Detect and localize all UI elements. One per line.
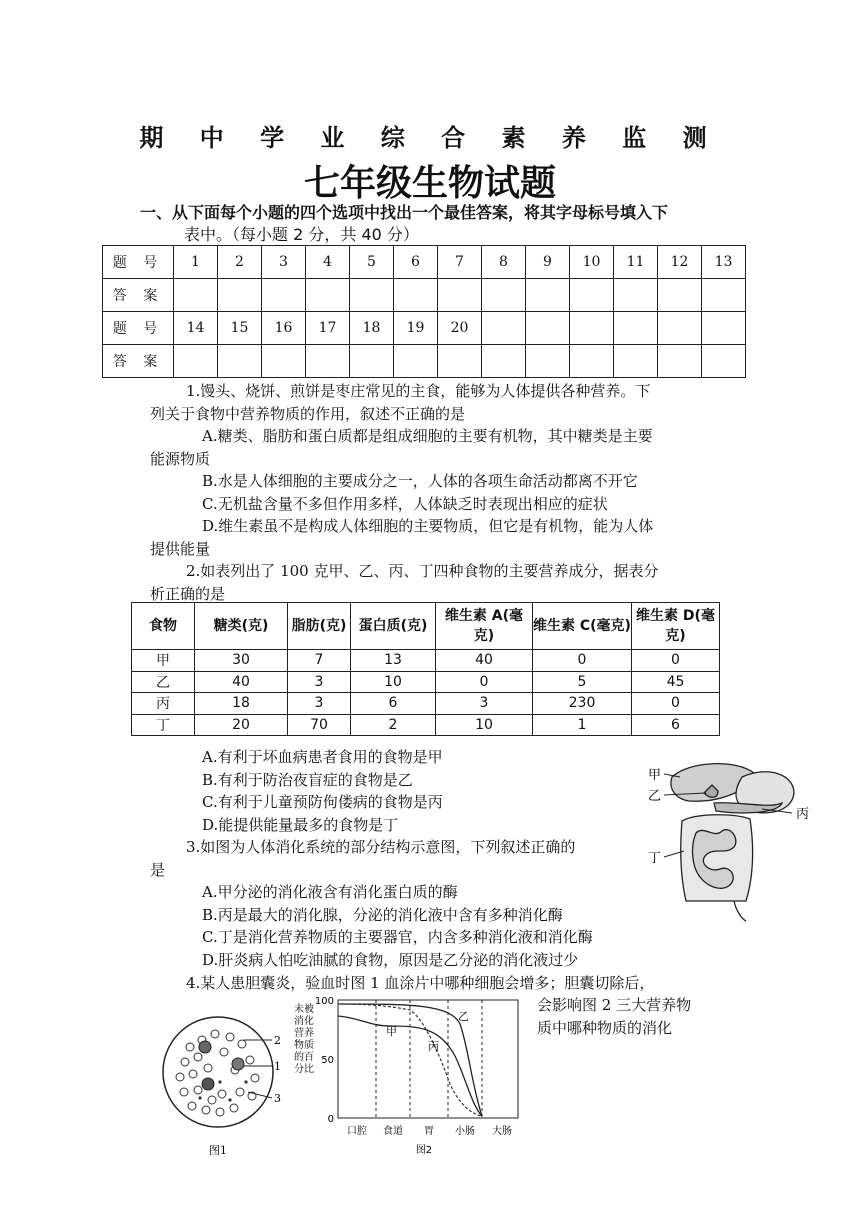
table-row [132, 650, 720, 672]
answer-table-answer-row [103, 345, 746, 378]
table-row [132, 693, 720, 715]
table-cell: 70 [288, 714, 351, 736]
xtick-large-intestine: 大肠 [492, 1126, 512, 1137]
answer-cell[interactable] [350, 279, 394, 312]
q4-stem-line1: 4.某人患胆囊炎，验血时图 1 血涂片中哪种细胞会增多；胆囊切除后， [186, 974, 655, 992]
table-cell: 40 [436, 650, 533, 672]
nutrition-table [131, 602, 720, 736]
answer-cell[interactable] [438, 279, 482, 312]
table-row [132, 671, 720, 693]
label-2: 2 [274, 1034, 281, 1047]
q2-option-b: B.有利于防治夜盲症的食物是乙 [202, 770, 413, 789]
question-2-stem [150, 560, 730, 605]
q2-option-a: A.有利于坏血病患者食用的食物是甲 [202, 748, 443, 766]
table-cell: 45 [632, 671, 720, 693]
answer-cell[interactable] [482, 279, 526, 312]
blood-smear-figure [160, 1012, 300, 1162]
label-yi: 乙 [648, 789, 662, 804]
question-3 [150, 836, 650, 971]
ylabel-line: 的百 [294, 1052, 314, 1063]
answer-cell[interactable] [614, 345, 658, 378]
table-cell: 6 [632, 714, 720, 736]
q2-option-c: C.有利于儿童预防佝偻病的食物是丙 [202, 793, 443, 811]
answer-cell[interactable] [350, 345, 394, 378]
chart-frame [338, 1000, 518, 1118]
question-number: 16 [262, 312, 306, 345]
xtick-small-intestine: 小肠 [455, 1126, 475, 1137]
smear-circle [163, 1017, 273, 1127]
table-cell: 乙 [132, 671, 195, 693]
label-jia: 甲 [648, 768, 662, 783]
q4-stem-line3: 质中哪种物质的消化 [537, 1018, 673, 1037]
label-3: 3 [274, 1092, 281, 1105]
table-cell: 10 [351, 671, 436, 693]
answer-cell[interactable] [526, 345, 570, 378]
answer-cell[interactable] [306, 279, 350, 312]
answer-cell[interactable] [570, 279, 614, 312]
section-instructions [140, 202, 730, 246]
table-cell: 13 [351, 650, 436, 672]
figure-1-caption: 图1 [209, 1144, 227, 1157]
question-number [658, 312, 702, 345]
header-cell: 脂肪(克) [288, 603, 351, 650]
table-cell: 丁 [132, 714, 195, 736]
table-cell: 1 [533, 714, 632, 736]
question-number: 20 [438, 312, 482, 345]
question-number: 13 [702, 246, 746, 279]
ytick-50: 50 [321, 1055, 334, 1066]
q1-option-d: D.维生素虽不是构成人体细胞的主要物质，但它是有机物，能为人体 [202, 517, 654, 535]
xtick-esophagus: 食道 [383, 1126, 403, 1137]
answer-cell[interactable] [614, 279, 658, 312]
table-cell: 0 [533, 650, 632, 672]
answer-cell[interactable] [482, 345, 526, 378]
answer-table-number-row [103, 246, 746, 279]
label-bing: 丙 [796, 807, 810, 822]
q2-option-d: D.能提供能量最多的食物是丁 [202, 815, 399, 834]
question-number: 18 [350, 312, 394, 345]
answer-cell[interactable] [394, 279, 438, 312]
question-number-label: 题 号 [103, 246, 174, 279]
figure-2-caption: 图2 [415, 1145, 433, 1156]
table-cell: 0 [436, 671, 533, 693]
table-cell: 丙 [132, 693, 195, 715]
table-cell: 3 [288, 693, 351, 715]
ylabel-line: 分比 [294, 1064, 314, 1075]
question-number: 9 [526, 246, 570, 279]
answer-cell[interactable] [394, 345, 438, 378]
answer-label: 答 案 [103, 345, 174, 378]
q1-option-a-cont: 能源物质 [150, 449, 211, 468]
exam-header: 期 中 学 业 综 合 素 养 监 测 [139, 123, 721, 152]
question-number: 6 [394, 246, 438, 279]
q2-stem-line2: 析正确的是 [150, 584, 226, 603]
table-cell: 230 [533, 693, 632, 715]
answer-cell[interactable] [658, 345, 702, 378]
question-number: 8 [482, 246, 526, 279]
curve-label-bing: 丙 [428, 1040, 439, 1053]
xtick-mouth: 口腔 [347, 1126, 367, 1137]
q4-stem-line2: 会影响图 2 三大营养物 [537, 996, 692, 1014]
page-title: 七年级生物试题 [303, 163, 556, 204]
answer-cell[interactable] [438, 345, 482, 378]
label-ding: 丁 [648, 851, 662, 866]
question-number: 4 [306, 246, 350, 279]
table-cell: 18 [195, 693, 288, 715]
table-cell: 3 [288, 671, 351, 693]
question-number: 12 [658, 246, 702, 279]
white-blood-cell [202, 1078, 214, 1090]
answer-table-number-row [103, 312, 746, 345]
white-blood-cell [232, 1058, 244, 1070]
table-cell: 5 [533, 671, 632, 693]
q1-option-d-cont: 提供能量 [150, 539, 211, 558]
label-1: 1 [274, 1060, 281, 1073]
question-number: 14 [174, 312, 218, 345]
question-number: 15 [218, 312, 262, 345]
table-cell: 3 [436, 693, 533, 715]
q3-option-d: D.肝炎病人怕吃油腻的食物，原因是乙分泌的消化液过少 [202, 950, 579, 969]
q1-stem-line2: 列关于食物中营养物质的作用，叙述不正确的是 [150, 404, 466, 423]
question-2-options [150, 746, 630, 836]
answer-cell[interactable] [218, 279, 262, 312]
header-cell: 蛋白质(克) [351, 603, 436, 650]
question-number [482, 312, 526, 345]
answer-cell[interactable] [570, 345, 614, 378]
answer-cell[interactable] [262, 345, 306, 378]
question-number [526, 312, 570, 345]
answer-cell[interactable] [174, 279, 218, 312]
question-number: 1 [174, 246, 218, 279]
question-4 [150, 972, 740, 995]
question-number: 2 [218, 246, 262, 279]
q3-option-c: C.丁是消化营养物质的主要器官，内含多种消化液和消化酶 [202, 928, 593, 946]
q1-option-a: A.糖类、脂肪和蛋白质都是组成细胞的主要有机物，其中糖类是主要 [202, 427, 653, 445]
header-cell: 维生素 A(毫克) [436, 603, 533, 650]
question-number: 19 [394, 312, 438, 345]
table-cell: 甲 [132, 650, 195, 672]
table-cell: 10 [436, 714, 533, 736]
q3-stem-line1: 3.如图为人体消化系统的部分结构示意图，下列叙述正确的 [186, 838, 576, 856]
ylabel-line: 营养 [294, 1028, 314, 1039]
q1-option-b: B.水是人体细胞的主要成分之一，人体的各项生命活动都离不开它 [202, 472, 638, 490]
question-number: 10 [570, 246, 614, 279]
answer-cell[interactable] [702, 345, 746, 378]
question-number [702, 312, 746, 345]
curve-label-yi: 乙 [458, 1010, 469, 1023]
question-number: 3 [262, 246, 306, 279]
question-number-label: 题 号 [103, 312, 174, 345]
answer-table [102, 245, 746, 378]
header-cell: 维生素 D(毫克) [632, 603, 720, 650]
table-cell: 40 [195, 671, 288, 693]
q1-option-c: C.无机盐含量不多但作用多样，人体缺乏时表现出相应的症状 [202, 494, 608, 513]
table-cell: 2 [351, 714, 436, 736]
xtick-stomach: 胃 [424, 1126, 434, 1137]
q1-stem-line1: 1.馒头、烧饼、煎饼是枣庄常见的主食，能够为人体提供各种营养。下 [186, 382, 651, 400]
curve-label-jia: 甲 [386, 1025, 397, 1038]
answer-cell[interactable] [218, 345, 262, 378]
ytick-0: 0 [327, 1114, 334, 1125]
nutrition-table-header [132, 603, 720, 650]
answer-label: 答 案 [103, 279, 174, 312]
question-number [614, 312, 658, 345]
answer-cell[interactable] [658, 279, 702, 312]
question-number: 17 [306, 312, 350, 345]
section-instructions-line2: 表中。（每小题 2 分，共 40 分） [184, 225, 419, 244]
answer-cell[interactable] [526, 279, 570, 312]
answer-cell[interactable] [306, 345, 350, 378]
header-cell: 食物 [132, 603, 195, 650]
ytick-100: 100 [314, 996, 334, 1007]
table-cell: 0 [632, 650, 720, 672]
answer-table-answer-row [103, 279, 746, 312]
q2-stem-line1: 2.如表列出了 100 克甲、乙、丙、丁四种食物的主要营养成分，据表分 [186, 562, 659, 580]
table-cell: 0 [632, 693, 720, 715]
answer-cell[interactable] [174, 345, 218, 378]
question-4-cont [537, 994, 737, 1039]
question-number: 5 [350, 246, 394, 279]
table-cell: 7 [288, 650, 351, 672]
ylabel-line: 未被 [294, 1004, 314, 1015]
section-instructions-line1: 一、从下面每个小题的四个选项中找出一个最佳答案，将其字母标号填入下 [140, 203, 669, 222]
header-cell: 维生素 C(毫克) [533, 603, 632, 650]
ylabel-line: 消化 [294, 1016, 314, 1027]
answer-cell[interactable] [702, 279, 746, 312]
question-1 [150, 380, 730, 560]
ylabel-line: 物质 [294, 1040, 314, 1051]
q3-option-a: A.甲分泌的消化液含有消化蛋白质的酶 [202, 883, 458, 901]
header-cell: 糖类(克) [195, 603, 288, 650]
table-cell: 30 [195, 650, 288, 672]
answer-cell[interactable] [262, 279, 306, 312]
table-cell: 20 [195, 714, 288, 736]
digestive-system-figure [644, 755, 824, 925]
question-number: 7 [438, 246, 482, 279]
table-cell: 6 [351, 693, 436, 715]
question-number: 11 [614, 246, 658, 279]
q3-option-b: B.丙是最大的消化腺，分泌的消化液中含有多种消化酶 [202, 905, 563, 924]
digestion-chart [290, 996, 530, 1158]
q3-stem-line2: 是 [150, 860, 166, 879]
question-number [570, 312, 614, 345]
white-blood-cell [199, 1041, 211, 1053]
table-row [132, 714, 720, 736]
